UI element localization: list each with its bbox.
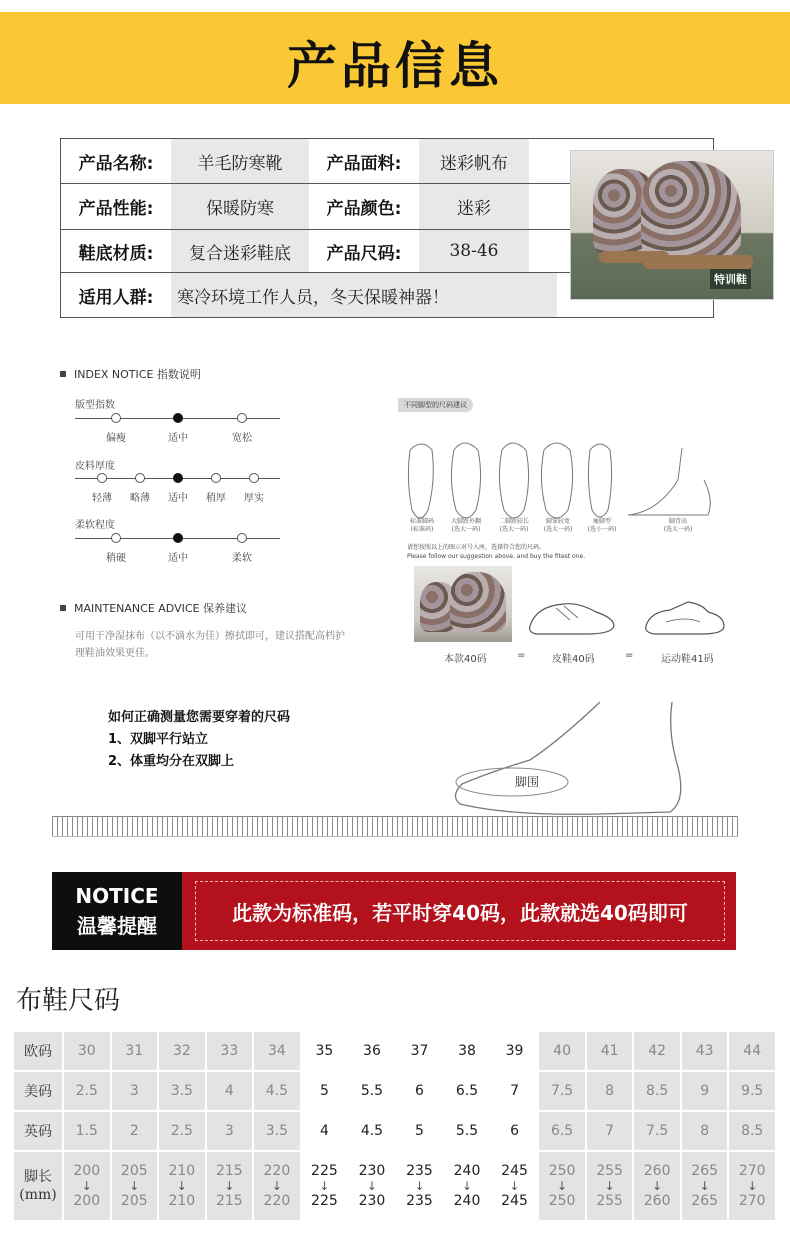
size-cell: 40 xyxy=(538,1031,586,1071)
size-cell: 43 xyxy=(681,1031,729,1071)
notice-zh: 温馨提醒 xyxy=(77,914,157,938)
scale-label: 适中 xyxy=(168,493,188,504)
scale-name: 皮料厚度 xyxy=(75,461,115,472)
compare-label: 皮鞋40码 xyxy=(552,654,595,665)
down-arrow-icon: ↓ xyxy=(461,1179,473,1193)
foot-length-cell xyxy=(728,1151,776,1221)
down-arrow-icon: ↓ xyxy=(652,1179,663,1193)
size-cell: 42 xyxy=(633,1031,681,1071)
down-arrow-icon: ↓ xyxy=(81,1179,92,1193)
size-cell: 41 xyxy=(586,1031,634,1071)
info-label: 产品性能: xyxy=(61,184,171,229)
compare-label: 本款40码 xyxy=(444,654,487,665)
scale-dot-active xyxy=(173,473,183,483)
scale-label: 适中 xyxy=(168,553,188,564)
size-cell: 5 xyxy=(301,1071,349,1111)
size-cell: 35 xyxy=(301,1031,349,1071)
foot-length-label: 脚长 xyxy=(24,1169,52,1185)
info-value: 寒冷环境工作人员，冬天保暖神器！ xyxy=(171,273,557,317)
foot-length-value: 200 xyxy=(73,1163,101,1179)
size-cell: 37 xyxy=(396,1031,444,1071)
down-arrow-icon: ↓ xyxy=(699,1179,710,1193)
scale-dot-active xyxy=(173,413,183,423)
size-chart-table xyxy=(12,1030,777,1222)
maintenance-text: 可用干净湿抹布（以不滴水为佳）擦拭即可，建议搭配高档护理鞋油效果更佳。 xyxy=(75,631,345,659)
info-label: 产品颜色: xyxy=(309,184,419,229)
foot-length-value: 265 xyxy=(691,1193,719,1209)
foot-length-value: 250 xyxy=(548,1163,576,1179)
scale-line xyxy=(75,418,280,419)
info-value: 38-46 xyxy=(419,230,529,272)
down-arrow-icon: ↓ xyxy=(176,1179,187,1193)
foot-length-value: 235 xyxy=(406,1163,433,1179)
size-cell: 8 xyxy=(586,1071,634,1111)
leather-shoe-icon xyxy=(526,596,618,638)
compare-equals: = xyxy=(517,650,526,661)
foot-length-value: 270 xyxy=(738,1163,766,1179)
size-cell: 3.5 xyxy=(253,1111,301,1151)
size-cell: 4 xyxy=(301,1111,349,1151)
size-cell: 3 xyxy=(111,1071,159,1111)
scale-dot-active xyxy=(173,533,183,543)
scale-dot xyxy=(249,473,259,483)
info-value: 羊毛防寒靴 xyxy=(171,139,309,183)
foot-length-value: 200 xyxy=(73,1193,101,1209)
size-row-label: 美码 xyxy=(13,1071,63,1111)
sneaker-icon xyxy=(642,596,728,638)
size-cell: 39 xyxy=(491,1031,539,1071)
size-cell: 9.5 xyxy=(728,1071,776,1111)
ruler-baseline xyxy=(52,836,738,837)
foot-caption: 大脚趾外翻 (选大一码) xyxy=(450,518,481,533)
scale-label: 宽松 xyxy=(232,433,252,444)
foot-length-cell xyxy=(63,1151,111,1221)
info-value: 复合迷彩鞋底 xyxy=(171,230,309,272)
size-cell: 4 xyxy=(206,1071,254,1111)
foot-length-value: 210 xyxy=(168,1163,196,1179)
foot-caption: 瘦脚型 (选小一码) xyxy=(587,518,617,533)
foot-length-cell xyxy=(681,1151,729,1221)
foot-length-cell xyxy=(396,1151,444,1221)
foot-girth-label: 脚围 xyxy=(515,775,540,789)
scale-dot xyxy=(97,473,107,483)
scale-label: 柔软 xyxy=(232,553,252,564)
size-cell: 7.5 xyxy=(633,1111,681,1151)
foot-length-value: 235 xyxy=(406,1193,433,1209)
foot-length-value: 245 xyxy=(501,1193,528,1209)
scale-name: 柔软程度 xyxy=(75,520,115,531)
notice-message: 此款为标准码，若平时穿40码，此款就选40码即可 xyxy=(195,881,725,941)
size-cell: 1.5 xyxy=(63,1111,111,1151)
foot-length-cell xyxy=(158,1151,206,1221)
compare-equals: = xyxy=(625,650,634,661)
down-arrow-icon: ↓ xyxy=(414,1179,425,1193)
scale-label: 轻薄 xyxy=(92,493,112,504)
foot-note-zh: 请您按照以上的图示对号入座，选择符合您的尺码。 xyxy=(407,544,546,551)
measure-step: 1、双脚平行站立 xyxy=(108,732,209,747)
foot-length-unit: (mm) xyxy=(19,1187,57,1203)
size-chart-title: 布鞋尺码 xyxy=(16,986,121,1016)
down-arrow-icon: ↓ xyxy=(271,1179,282,1193)
scale-dot xyxy=(135,473,145,483)
scale-dot xyxy=(237,413,247,423)
notice-badge xyxy=(52,872,182,950)
maintenance-heading xyxy=(60,600,247,616)
info-label: 产品名称: xyxy=(61,139,171,183)
foot-length-cell xyxy=(301,1151,349,1221)
down-arrow-icon: ↓ xyxy=(319,1179,330,1193)
foot-length-value: 205 xyxy=(120,1163,148,1179)
info-label: 产品面料: xyxy=(309,139,419,183)
down-arrow-icon: ↓ xyxy=(129,1179,140,1193)
info-value: 迷彩帆布 xyxy=(419,139,529,183)
down-arrow-icon: ↓ xyxy=(366,1179,377,1193)
product-photo xyxy=(570,150,774,300)
info-label: 鞋底材质: xyxy=(61,230,171,272)
ruler xyxy=(52,816,738,836)
foot-length-cell xyxy=(586,1151,634,1221)
size-cell: 5.5 xyxy=(348,1071,396,1111)
size-row-label xyxy=(13,1151,63,1221)
size-cell: 2.5 xyxy=(158,1111,206,1151)
foot-guide-note xyxy=(407,543,707,561)
page-title: 产品信息 xyxy=(287,37,503,95)
scale-label: 偏瘦 xyxy=(106,433,126,444)
size-cell: 8 xyxy=(681,1111,729,1151)
foot-guide-tag: 不同脚型的尺码建议 xyxy=(398,398,473,412)
boot-image xyxy=(641,161,741,261)
foot-length-value: 230 xyxy=(358,1163,386,1179)
size-cell: 4.5 xyxy=(348,1111,396,1151)
size-cell: 31 xyxy=(111,1031,159,1071)
size-cell: 8.5 xyxy=(728,1111,776,1151)
size-cell: 6.5 xyxy=(538,1111,586,1151)
foot-note-en: Please follow our suggestion above, and buy the fitest one. xyxy=(407,553,586,560)
foot-length-value: 220 xyxy=(263,1193,291,1209)
box-label: 特训鞋 xyxy=(710,269,751,289)
boot-sole xyxy=(643,255,753,269)
foot-length-value: 260 xyxy=(643,1193,671,1209)
foot-length-cell xyxy=(111,1151,159,1221)
boot-image xyxy=(450,572,506,632)
down-arrow-icon: ↓ xyxy=(557,1179,568,1193)
size-cell: 7 xyxy=(586,1111,634,1151)
down-arrow-icon: ↓ xyxy=(509,1179,520,1193)
notice-en: NOTICE xyxy=(75,884,159,908)
size-row xyxy=(13,1111,776,1151)
index-heading xyxy=(60,366,201,382)
down-arrow-icon: ↓ xyxy=(604,1179,615,1193)
measure-title: 如何正确测量您需要穿着的尺码 xyxy=(108,710,291,725)
foot-length-value: 240 xyxy=(453,1193,481,1209)
notice-banner xyxy=(52,872,736,950)
size-cell: 44 xyxy=(728,1031,776,1071)
scale-line xyxy=(75,478,280,479)
foot-length-value: 255 xyxy=(596,1163,623,1179)
size-cell: 2 xyxy=(111,1111,159,1151)
foot-length-value: 270 xyxy=(738,1193,766,1209)
foot-length-cell xyxy=(491,1151,539,1221)
size-cell: 7.5 xyxy=(538,1071,586,1111)
scale-dot xyxy=(211,473,221,483)
foot-length-value: 260 xyxy=(643,1163,671,1179)
info-value: 保暖防寒 xyxy=(171,184,309,229)
foot-length-cell xyxy=(443,1151,491,1221)
size-cell: 8.5 xyxy=(633,1071,681,1111)
size-cell: 4.5 xyxy=(253,1071,301,1111)
scale-dot xyxy=(111,413,121,423)
size-row xyxy=(13,1031,776,1071)
size-cell: 6.5 xyxy=(443,1071,491,1111)
boot-thumbnail xyxy=(414,566,512,642)
foot-length-value: 240 xyxy=(453,1163,481,1179)
size-cell: 6 xyxy=(491,1111,539,1151)
foot-length-value: 210 xyxy=(168,1193,196,1209)
foot-length-value: 225 xyxy=(311,1193,338,1209)
size-row-label: 欧码 xyxy=(13,1031,63,1071)
scale-dot xyxy=(237,533,247,543)
foot-length-cell xyxy=(348,1151,396,1221)
bullet-square-icon xyxy=(60,605,66,611)
size-row xyxy=(13,1071,776,1111)
info-label: 适用人群: xyxy=(61,273,171,317)
scale-name: 版型指数 xyxy=(75,400,115,411)
scale-label: 适中 xyxy=(168,433,188,444)
foot-caption: 脚掌较宽 (选大一码) xyxy=(543,518,573,533)
foot-length-cell xyxy=(206,1151,254,1221)
foot-caption: 二脚趾较长 (选大一码) xyxy=(498,518,529,533)
foot-caption: 脚背高 (选大一码) xyxy=(663,518,693,533)
size-cell: 30 xyxy=(63,1031,111,1071)
info-value: 迷彩 xyxy=(419,184,529,229)
size-cell: 3 xyxy=(206,1111,254,1151)
size-cell: 38 xyxy=(443,1031,491,1071)
size-cell: 33 xyxy=(206,1031,254,1071)
scale-dot xyxy=(111,533,121,543)
bullet-square-icon xyxy=(60,371,66,377)
compare-label: 运动鞋41码 xyxy=(661,654,714,665)
foot-length-cell xyxy=(633,1151,681,1221)
foot-length-value: 220 xyxy=(263,1163,291,1179)
down-arrow-icon: ↓ xyxy=(747,1179,758,1193)
foot-shape-guide xyxy=(398,398,718,548)
maintenance-heading-text: MAINTENANCE ADVICE 保养建议 xyxy=(74,602,247,615)
scale-label: 厚实 xyxy=(244,493,264,504)
down-arrow-icon: ↓ xyxy=(224,1179,235,1193)
size-cell: 36 xyxy=(348,1031,396,1071)
scale-line xyxy=(75,538,280,539)
foot-length-value: 245 xyxy=(501,1163,528,1179)
foot-length-value: 205 xyxy=(120,1193,148,1209)
foot-length-value: 215 xyxy=(215,1163,243,1179)
info-label: 产品尺码: xyxy=(309,230,419,272)
size-cell: 3.5 xyxy=(158,1071,206,1111)
scale-label: 稍厚 xyxy=(206,493,226,504)
foot-length-value: 265 xyxy=(691,1163,719,1179)
foot-length-value: 225 xyxy=(311,1163,338,1179)
scale-label: 略薄 xyxy=(130,493,150,504)
index-heading-text: INDEX NOTICE 指数说明 xyxy=(74,368,201,381)
foot-side-illustration xyxy=(450,700,710,820)
size-cell: 6 xyxy=(396,1071,444,1111)
measure-step: 2、体重均分在双脚上 xyxy=(108,754,235,769)
header-banner xyxy=(0,12,790,104)
scale-label: 稍硬 xyxy=(106,553,126,564)
size-cell: 5 xyxy=(396,1111,444,1151)
size-cell: 9 xyxy=(681,1071,729,1111)
size-cell: 32 xyxy=(158,1031,206,1071)
size-cell: 2.5 xyxy=(63,1071,111,1111)
foot-caption: 标准脚码 (标准码) xyxy=(409,518,434,533)
foot-length-cell xyxy=(538,1151,586,1221)
size-cell: 5.5 xyxy=(443,1111,491,1151)
foot-length-cell xyxy=(253,1151,301,1221)
size-row-foot-length xyxy=(13,1151,776,1221)
foot-length-value: 250 xyxy=(548,1193,576,1209)
size-row-label: 英码 xyxy=(13,1111,63,1151)
size-cell: 7 xyxy=(491,1071,539,1111)
foot-length-value: 255 xyxy=(596,1193,623,1209)
size-cell: 34 xyxy=(253,1031,301,1071)
foot-length-value: 230 xyxy=(358,1193,386,1209)
foot-length-value: 215 xyxy=(215,1193,243,1209)
